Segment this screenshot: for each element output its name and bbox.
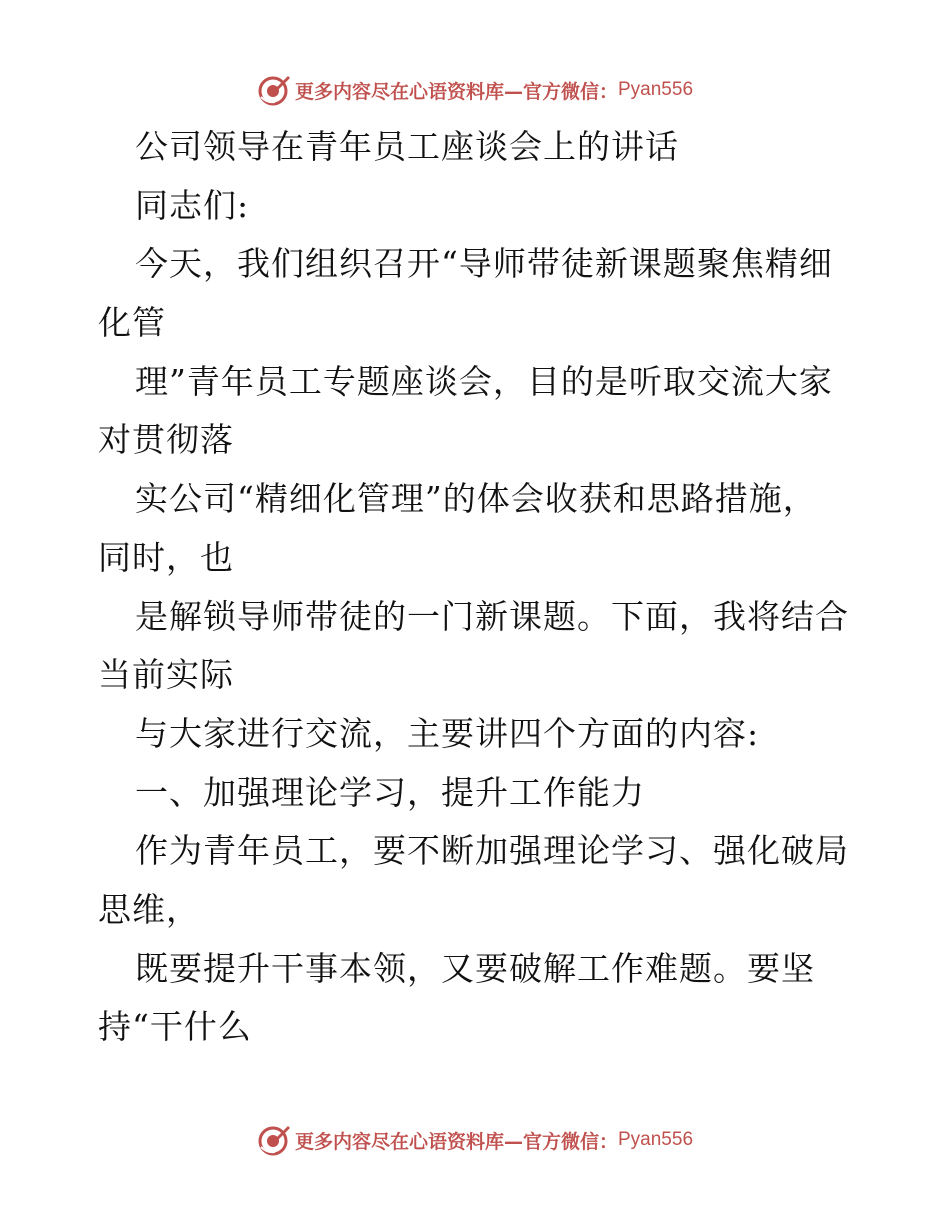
watermark-text: 更多内容尽在心语资料库—官方微信： bbox=[294, 80, 618, 103]
paragraph-line: 与大家进行交流，主要讲四个方面的内容: bbox=[135, 713, 760, 753]
paragraph-line: 今天，我们组织召开“导师带徒新课题聚焦精细 bbox=[135, 244, 833, 284]
document-body bbox=[98, 118, 858, 1057]
pen-nib-logo-icon bbox=[257, 1123, 291, 1157]
header-watermark bbox=[0, 70, 950, 110]
watermark-wechat-id: Pyan556 bbox=[618, 1129, 694, 1150]
paragraph-line: 当前实际 bbox=[98, 655, 234, 695]
footer-watermark bbox=[0, 1120, 950, 1160]
paragraph-line: 既要提升干事本领，又要破解工作难题。要坚 bbox=[135, 948, 815, 988]
watermark-text: 更多内容尽在心语资料库—官方微信： bbox=[294, 1130, 618, 1153]
paragraph-line: 作为青年员工，要不断加强理论学习、强化破局 bbox=[135, 831, 849, 871]
paragraph-line: 对贯彻落 bbox=[98, 420, 234, 460]
paragraph-line: 实公司“精细化管理”的体会收获和思路措施， bbox=[135, 479, 817, 519]
paragraph-line: 同时，也 bbox=[98, 537, 234, 577]
section-heading: 一、加强理论学习，提升工作能力 bbox=[135, 772, 645, 812]
paragraph-line: 思维， bbox=[98, 889, 200, 929]
paragraph-line: 理”青年员工专题座谈会，目的是听取交流大家 bbox=[135, 361, 833, 401]
pen-nib-logo-icon bbox=[257, 73, 291, 107]
paragraph-line: 持“干什么 bbox=[98, 1007, 252, 1047]
paragraph-line: 是解锁导师带徒的一门新课题。下面，我将结合 bbox=[135, 596, 849, 636]
document-title: 公司领导在青年员工座谈会上的讲话 bbox=[135, 127, 679, 166]
salutation: 同志们: bbox=[135, 185, 250, 225]
paragraph-line: 化管 bbox=[98, 303, 166, 343]
watermark-wechat-id: Pyan556 bbox=[618, 79, 694, 100]
